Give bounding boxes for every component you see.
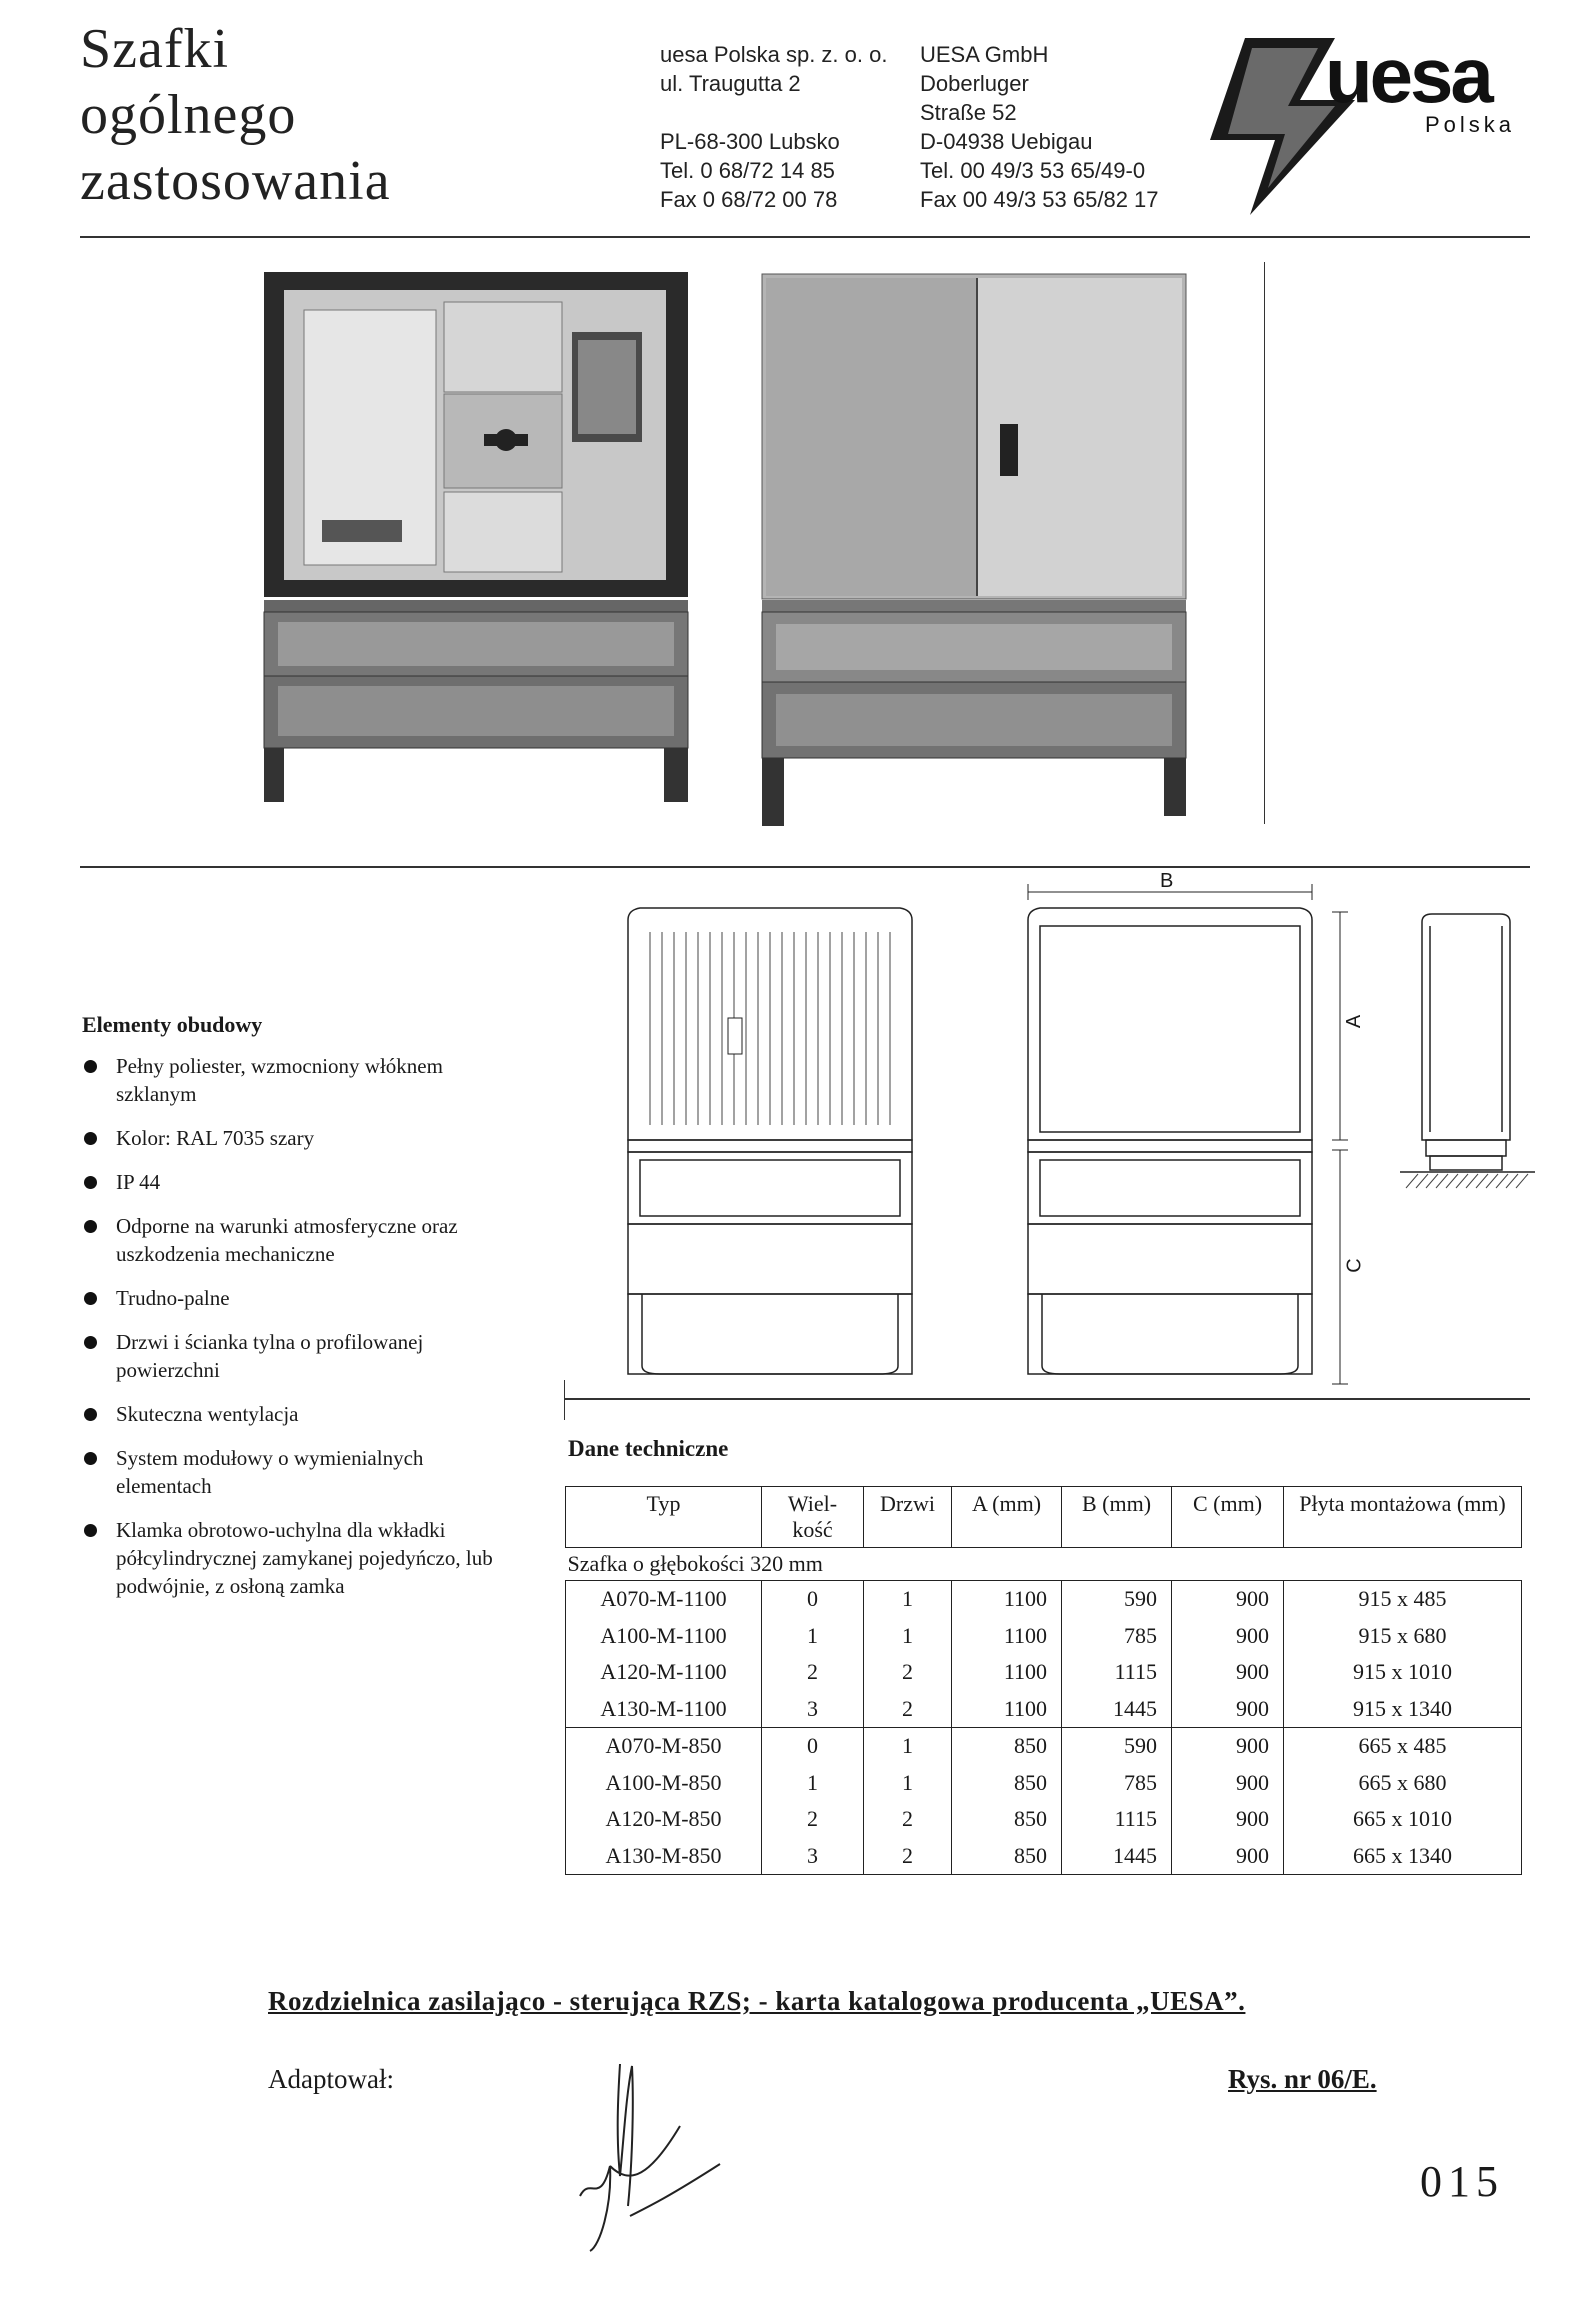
table-row (566, 1728, 1522, 1765)
cell-plyta: 665 x 680 (1284, 1765, 1522, 1802)
cell-drzwi: 1 (864, 1728, 952, 1765)
cell-c: 900 (1172, 1618, 1284, 1655)
cell-c: 900 (1172, 1765, 1284, 1802)
table-row (566, 1654, 1522, 1691)
cell-wielkosc: 1 (762, 1618, 864, 1655)
tech-table (565, 1486, 1522, 1875)
table-row (566, 1765, 1522, 1802)
address-germany (920, 40, 1159, 214)
cell-typ: A120-M-1100 (566, 1654, 762, 1691)
table-top-divider (564, 1398, 1530, 1400)
group-label: Szafka o głębokości 320 mm (567, 1551, 823, 1576)
cell-a: 1100 (952, 1581, 1062, 1618)
table-row (566, 1581, 1522, 1618)
drawing-number: Rys. nr 06/E. (1228, 2064, 1377, 2094)
cell-plyta: 915 x 485 (1284, 1581, 1522, 1618)
address-line: Straße 52 (920, 100, 1017, 125)
cell-plyta: 915 x 1340 (1284, 1691, 1522, 1728)
table-header-row (566, 1487, 1522, 1548)
cell-typ: A070-M-850 (566, 1728, 762, 1765)
tech-table-wrapper (565, 1486, 1522, 1875)
photo-divider (80, 866, 1530, 868)
address-line: Fax 00 49/3 53 65/82 17 (920, 187, 1159, 212)
address-line: Fax 0 68/72 00 78 (660, 187, 838, 212)
cell-plyta: 665 x 1340 (1284, 1838, 1522, 1875)
cell-drzwi: 1 (864, 1581, 952, 1618)
list-item: System modułowy o wymienialnych elementach (82, 1444, 522, 1500)
table-row (566, 1801, 1522, 1838)
footer-caption: Rozdzielnica zasilająco - sterująca RZS; - karta katalogowa producenta „UESA”. (268, 1986, 1246, 2016)
title-line-3: zastosowania (80, 150, 391, 212)
cell-b: 785 (1062, 1618, 1172, 1655)
cell-wielkosc: 2 (762, 1801, 864, 1838)
address-line: Tel. 00 49/3 53 65/49-0 (920, 158, 1146, 183)
elements-section (82, 1012, 522, 1616)
address-line: Tel. 0 68/72 14 85 (660, 158, 835, 183)
list-item: Trudno-palne (82, 1284, 522, 1312)
cell-plyta: 665 x 485 (1284, 1728, 1522, 1765)
cell-typ: A130-M-850 (566, 1838, 762, 1875)
cell-wielkosc: 2 (762, 1654, 864, 1691)
closed-cabinet-photo-icon (760, 262, 1188, 826)
cell-b: 1445 (1062, 1691, 1172, 1728)
cell-a: 850 (952, 1765, 1062, 1802)
address-line: ul. Traugutta 2 (660, 71, 801, 96)
elements-heading: Elementy obudowy (82, 1012, 263, 1037)
open-cabinet-photo-icon (262, 262, 690, 802)
table-row (566, 1838, 1522, 1875)
signature (560, 2056, 740, 2261)
list-item: Pełny poliester, wzmocniony włóknem szklanym (82, 1052, 522, 1108)
cell-a: 850 (952, 1838, 1062, 1875)
cell-b: 1445 (1062, 1838, 1172, 1875)
header-divider (80, 236, 1530, 238)
cell-a: 850 (952, 1801, 1062, 1838)
cell-wielkosc: 1 (762, 1765, 864, 1802)
cell-typ: A130-M-1100 (566, 1691, 762, 1728)
cell-c: 900 (1172, 1654, 1284, 1691)
cell-plyta: 915 x 1010 (1284, 1654, 1522, 1691)
col-header-b: B (mm) (1062, 1487, 1172, 1548)
title-line-1: Szafki (80, 18, 230, 80)
col-header-wielkosc: Wiel- kość (762, 1487, 864, 1548)
cell-a: 1100 (952, 1654, 1062, 1691)
cell-typ: A100-M-850 (566, 1765, 762, 1802)
address-line: PL-68-300 Lubsko (660, 129, 840, 154)
logo-subtext: Polska (1425, 112, 1516, 137)
uesa-logo (1190, 30, 1550, 220)
signature-icon (560, 2056, 740, 2256)
cell-a: 1100 (952, 1618, 1062, 1655)
photo-closed-cabinet (760, 262, 1188, 826)
cell-drzwi: 2 (864, 1801, 952, 1838)
col-header-a: A (mm) (952, 1487, 1062, 1548)
cell-c: 900 (1172, 1581, 1284, 1618)
cell-typ: A120-M-850 (566, 1801, 762, 1838)
address-line: D-04938 Uebigau (920, 129, 1093, 154)
cell-b: 590 (1062, 1581, 1172, 1618)
photo-side-line (1264, 262, 1265, 824)
cell-wielkosc: 3 (762, 1838, 864, 1875)
list-item: Drzwi i ścianka tylna o profilowanej powierzchni (82, 1328, 522, 1384)
cell-c: 900 (1172, 1838, 1284, 1875)
cell-drzwi: 1 (864, 1618, 952, 1655)
cell-b: 1115 (1062, 1801, 1172, 1838)
dimension-b-label: B (1160, 870, 1174, 892)
adapted-label: Adaptował: (268, 2064, 394, 2094)
table-row (566, 1691, 1522, 1728)
logo-text: uesa (1325, 31, 1491, 119)
cell-drzwi: 2 (864, 1654, 952, 1691)
col-header-drzwi: Drzwi (864, 1487, 952, 1548)
address-polska (660, 40, 887, 214)
cell-c: 900 (1172, 1801, 1284, 1838)
cell-a: 1100 (952, 1691, 1062, 1728)
dimension-a-label: A (1343, 1014, 1366, 1029)
tech-heading: Dane techniczne (568, 1436, 729, 1461)
cell-b: 785 (1062, 1765, 1172, 1802)
page-title (80, 16, 391, 214)
cell-c: 900 (1172, 1728, 1284, 1765)
cell-c: 900 (1172, 1691, 1284, 1728)
elements-list (82, 1052, 522, 1600)
address-line: UESA GmbH (920, 42, 1049, 67)
cell-drzwi: 2 (864, 1691, 952, 1728)
cell-typ: A100-M-1100 (566, 1618, 762, 1655)
list-item: Klamka obrotowo-uchylna dla wkładki półcylindrycznej zamykanej pojedyńczo, lub podwójnie, z osłoną zamka (82, 1516, 522, 1600)
address-line (660, 98, 887, 127)
cabinet-drawing-icon (600, 870, 1540, 1390)
cell-wielkosc: 0 (762, 1728, 864, 1765)
dimension-c-label: C (1343, 1258, 1366, 1273)
photo-open-cabinet (262, 262, 690, 802)
col-header-c: C (mm) (1172, 1487, 1284, 1548)
list-item: Skuteczna wentylacja (82, 1400, 522, 1428)
page-number: 015 (1420, 2157, 1504, 2206)
technical-drawing (600, 870, 1540, 1390)
cell-b: 590 (1062, 1728, 1172, 1765)
list-item: IP 44 (82, 1168, 522, 1196)
col-header-plyta: Płyta montażowa (mm) (1284, 1487, 1522, 1548)
cell-drzwi: 2 (864, 1838, 952, 1875)
list-item: Kolor: RAL 7035 szary (82, 1124, 522, 1152)
list-item: Odporne na warunki atmosferyczne oraz uszkodzenia mechaniczne (82, 1212, 522, 1268)
cell-a: 850 (952, 1728, 1062, 1765)
table-side-line (564, 1380, 565, 1420)
cell-wielkosc: 3 (762, 1691, 864, 1728)
table-row (566, 1618, 1522, 1655)
cell-drzwi: 1 (864, 1765, 952, 1802)
cell-wielkosc: 0 (762, 1581, 864, 1618)
cell-typ: A070-M-1100 (566, 1581, 762, 1618)
cell-plyta: 665 x 1010 (1284, 1801, 1522, 1838)
col-header-typ: Typ (566, 1487, 762, 1548)
table-group-row (566, 1548, 1522, 1581)
title-line-2: ogólnego (80, 84, 297, 146)
cell-b: 1115 (1062, 1654, 1172, 1691)
address-line: uesa Polska sp. z. o. o. (660, 42, 888, 67)
cell-plyta: 915 x 680 (1284, 1618, 1522, 1655)
address-line: Doberluger (920, 71, 1029, 96)
